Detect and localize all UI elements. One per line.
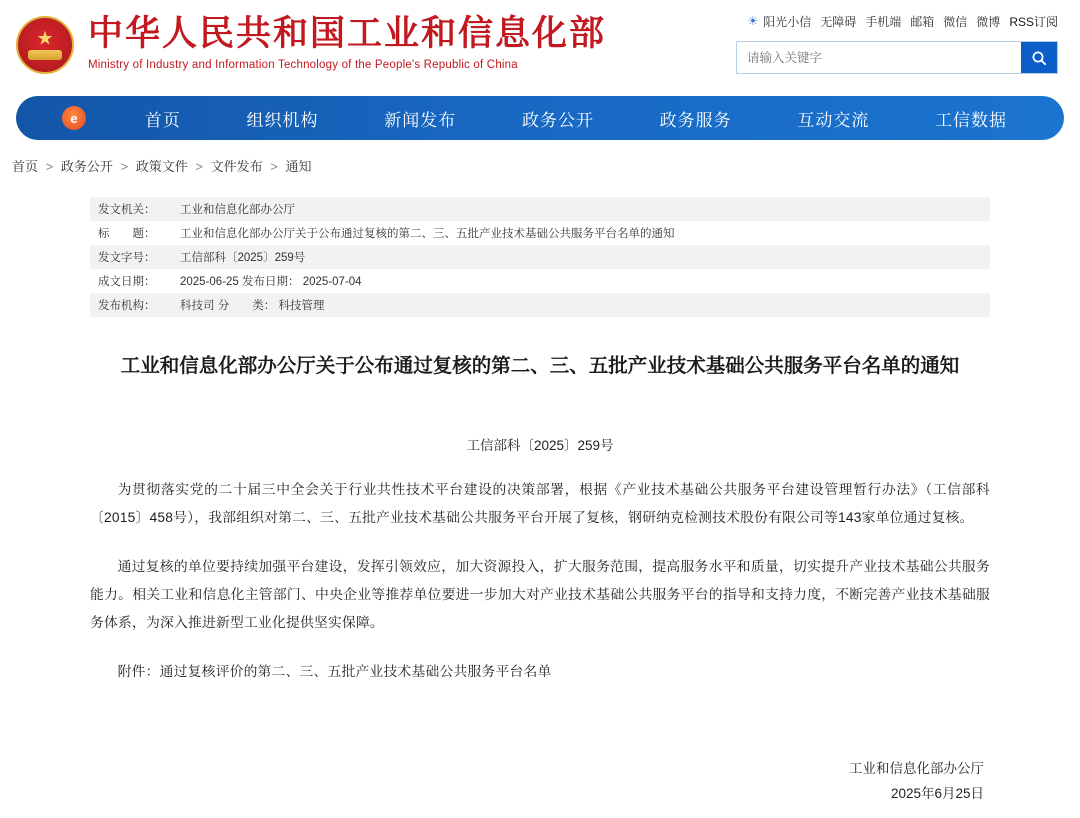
breadcrumb-item-home[interactable]: 首页 bbox=[12, 159, 39, 174]
meta-label-written-date: 成文日期： bbox=[98, 276, 156, 288]
document-paragraph-1: 为贯彻落实党的二十届三中全会关于行业共性技术平台建设的决策部署，根据《产业技术基础公共服务平台建设管理暂行办法》（工信部科〔2015〕458号），我部组织对第二、三、五批产业技术基础公共服务平台开展了复核，钢研纳克检测技术股份有限公司等143家单位通过复核。 bbox=[90, 482, 990, 525]
national-emblem-icon: ★ bbox=[16, 16, 74, 74]
meta-label-category: 分 类： bbox=[217, 300, 276, 312]
nav-item-news[interactable]: 新闻发布 bbox=[384, 110, 457, 131]
table-row bbox=[90, 245, 990, 269]
site-title-cn: 中华人民共和国工业和信息化部 bbox=[88, 14, 607, 54]
nav-item-data[interactable]: 工信数据 bbox=[935, 110, 1008, 131]
search-icon bbox=[1031, 50, 1047, 66]
breadcrumb-separator: > bbox=[45, 159, 54, 174]
breadcrumb-item-government-affairs[interactable]: 政务公开 bbox=[60, 159, 113, 174]
meta-value-doc-number: 工信部科〔2025〕259号 bbox=[180, 252, 306, 264]
meta-label-publisher: 发布机构： bbox=[98, 300, 156, 312]
meta-value-written-date bbox=[172, 269, 990, 293]
breadcrumb-separator: > bbox=[270, 159, 278, 174]
table-row bbox=[90, 293, 990, 317]
top-link-sunshine[interactable]: 阳光小信 bbox=[763, 14, 812, 29]
document-paragraph-2: 通过复核的单位要持续加强平台建设，发挥引领效应，加大资源投入，扩大服务范围，提高服务水平和质量，切实提升产业技术基础公共服务能力。相关工业和信息化主管部门、中央企业等推荐单位要进一步加大对产业技术基础公共服务平台的指导和支持力度，不断完善产业技术基础服务体系，为深入推进新型工业化提供坚实保障。 bbox=[90, 559, 990, 630]
top-links bbox=[736, 10, 1058, 32]
top-link-wechat[interactable]: 微信 bbox=[943, 14, 968, 29]
nav-logo-icon: e bbox=[62, 106, 86, 130]
breadcrumb-item-notice: 通知 bbox=[285, 159, 312, 174]
signature-date: 2025年6月25日 bbox=[890, 786, 984, 802]
main-nav bbox=[16, 96, 1064, 140]
search-bar bbox=[736, 41, 1058, 74]
signature-org: 工业和信息化部办公厅 bbox=[849, 760, 984, 776]
breadcrumb-separator: > bbox=[195, 159, 203, 174]
page-title: 工业和信息化部办公厅关于公布通过复核的第二、三、五批产业技术基础公共服务平台名单的通知 bbox=[120, 354, 960, 377]
top-link-mobile[interactable]: 手机端 bbox=[865, 14, 902, 29]
meta-value-publisher bbox=[172, 293, 990, 317]
top-link-weibo[interactable]: 微博 bbox=[976, 14, 1001, 29]
document-signature bbox=[90, 756, 990, 807]
meta-value-category: 科技管理 bbox=[278, 300, 325, 312]
document-number: 工信部科〔2025〕259号 bbox=[466, 438, 614, 454]
nav-item-organization[interactable]: 组织机构 bbox=[246, 110, 319, 131]
site-title-en: Ministry of Industry and Information Technology of the People's Republic of China bbox=[88, 58, 518, 71]
breadcrumb bbox=[12, 156, 1080, 175]
publisher-value: 科技司 bbox=[180, 300, 215, 312]
search-button[interactable] bbox=[1021, 42, 1057, 73]
nav-item-interaction[interactable]: 互动交流 bbox=[797, 110, 870, 131]
breadcrumb-item-policy-documents[interactable]: 政策文件 bbox=[135, 159, 188, 174]
nav-items bbox=[60, 106, 1064, 131]
document-meta-table bbox=[90, 197, 990, 317]
top-link-mail[interactable]: 邮箱 bbox=[910, 14, 935, 29]
meta-value-publish-date: 2025-07-04 bbox=[302, 276, 362, 288]
table-row bbox=[90, 197, 990, 221]
breadcrumb-item-document-release[interactable]: 文件发布 bbox=[210, 159, 263, 174]
meta-label-issuing-org: 发文机关： bbox=[98, 204, 156, 216]
site-title-block bbox=[88, 10, 606, 71]
meta-value-issuing-org: 工业和信息化部办公厅 bbox=[180, 204, 295, 216]
meta-label-title: 标 题： bbox=[98, 228, 156, 240]
sun-icon: ☀ bbox=[747, 14, 759, 28]
table-row bbox=[90, 269, 990, 293]
header-right-panel bbox=[736, 10, 1058, 74]
table-row bbox=[90, 221, 990, 245]
written-date-value: 2025-06-25 bbox=[180, 276, 239, 288]
document-attachment-line: 附件：通过复核评价的第二、三、五批产业技术基础公共服务平台名单 bbox=[117, 664, 552, 680]
top-link-rss[interactable]: RSS订阅 bbox=[1009, 14, 1058, 29]
meta-label-doc-number: 发文字号： bbox=[98, 252, 156, 264]
document-container bbox=[90, 197, 990, 807]
site-header bbox=[0, 0, 1080, 92]
nav-item-home[interactable]: 首页 bbox=[144, 110, 181, 131]
meta-label-publish-date: 发布日期： bbox=[242, 276, 300, 288]
meta-value-title: 工业和信息化部办公厅关于公布通过复核的第二、三、五批产业技术基础公共服务平台名单的通知 bbox=[180, 228, 675, 240]
nav-item-government-affairs[interactable]: 政务公开 bbox=[521, 110, 594, 131]
top-link-accessibility[interactable]: 无障碍 bbox=[820, 14, 857, 29]
search-input[interactable] bbox=[737, 42, 1021, 73]
nav-item-government-services[interactable]: 政务服务 bbox=[659, 110, 732, 131]
breadcrumb-separator: > bbox=[120, 159, 129, 174]
